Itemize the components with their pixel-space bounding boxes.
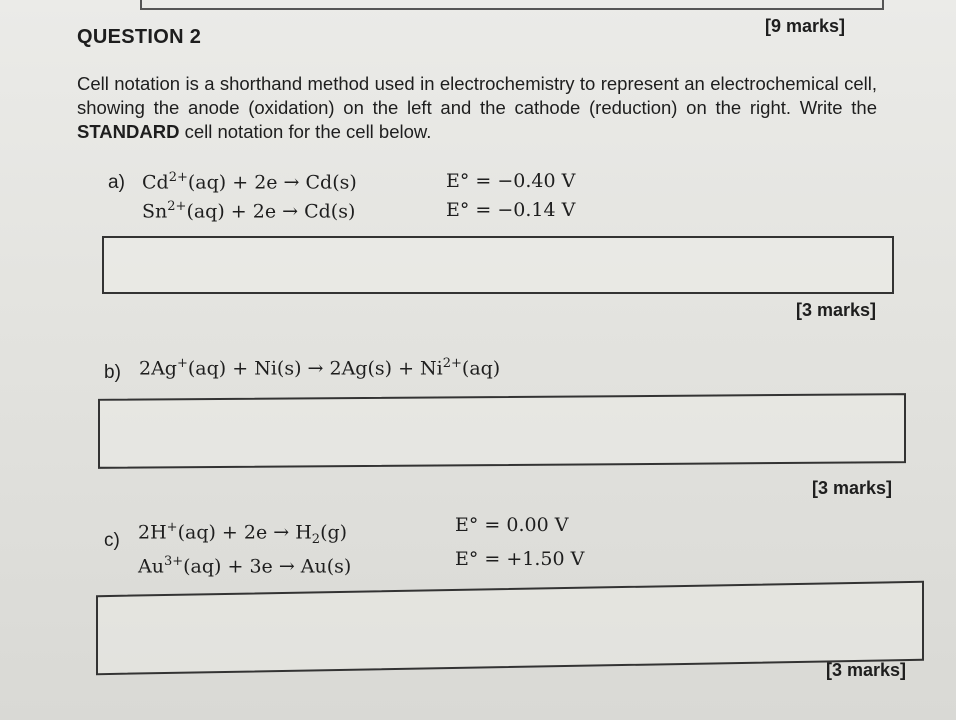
species: Au xyxy=(138,555,164,578)
part-b-charge-1: + xyxy=(176,356,188,371)
part-a-answer-box[interactable] xyxy=(102,236,894,294)
part-a-potential-1: E° = −0.40 V xyxy=(446,170,576,192)
equation-rest: (aq) + 3e → Au(s) xyxy=(183,555,352,578)
equation-rest: (aq) + 2e → Cd(s) xyxy=(186,200,356,223)
part-b-text-2: (aq) + Ni(s) → 2Ag(s) + Ni xyxy=(187,357,443,380)
question-title: QUESTION 2 xyxy=(77,26,202,48)
part-c-eq1-sub: 2 xyxy=(311,532,321,548)
part-c-eq1-charge: + xyxy=(166,520,178,535)
charge: 3+ xyxy=(163,554,184,569)
part-c-potential-1: E° = 0.00 V xyxy=(455,514,569,536)
part-c-eq1-pre: 2H xyxy=(138,521,167,544)
part-a-potential-2: E° = −0.14 V xyxy=(446,199,576,221)
part-c-label: c) xyxy=(104,530,120,551)
part-b-text-3: (aq) xyxy=(461,357,501,380)
instructions-text-2: cell notation for the cell below. xyxy=(179,121,432,142)
part-c-equation-2 xyxy=(138,554,351,577)
instructions-bold: STANDARD xyxy=(77,121,180,142)
part-c-equation-1 xyxy=(138,520,347,547)
part-b-answer-box[interactable] xyxy=(98,393,906,469)
part-b-marks: [3 marks] xyxy=(812,478,893,498)
equation-rest: (aq) + 2e → Cd(s) xyxy=(187,171,357,194)
charge: 2+ xyxy=(167,199,187,214)
species: Cd xyxy=(142,171,169,194)
part-b-charge-2: 2+ xyxy=(442,356,462,371)
charge: 2+ xyxy=(168,170,188,185)
instructions xyxy=(77,72,877,144)
part-c-marks: [3 marks] xyxy=(826,660,907,680)
instructions-text-1: Cell notation is a shorthand method used in electrochemistry to represent an electrochemical cell, showing the anode (oxidation) on the left and the cathode (reduction) on the right. Write the xyxy=(77,73,877,118)
part-b-text-1: 2Ag xyxy=(139,357,177,380)
part-a-label: a) xyxy=(108,172,125,193)
part-b-equation xyxy=(139,356,500,379)
part-c-eq1-mid: (aq) + 2e → H xyxy=(177,521,312,544)
species: Sn xyxy=(142,200,168,223)
part-a-equation-1 xyxy=(142,170,357,193)
part-c-potential-2: E° = +1.50 V xyxy=(455,548,585,570)
total-marks: [9 marks] xyxy=(765,16,846,36)
part-c-eq1-post: (g) xyxy=(320,521,348,544)
part-c-answer-box[interactable] xyxy=(96,581,924,675)
part-a-marks: [3 marks] xyxy=(796,300,877,320)
part-a-equation-2 xyxy=(142,199,355,222)
part-b-label: b) xyxy=(104,362,121,383)
top-border xyxy=(140,0,884,10)
